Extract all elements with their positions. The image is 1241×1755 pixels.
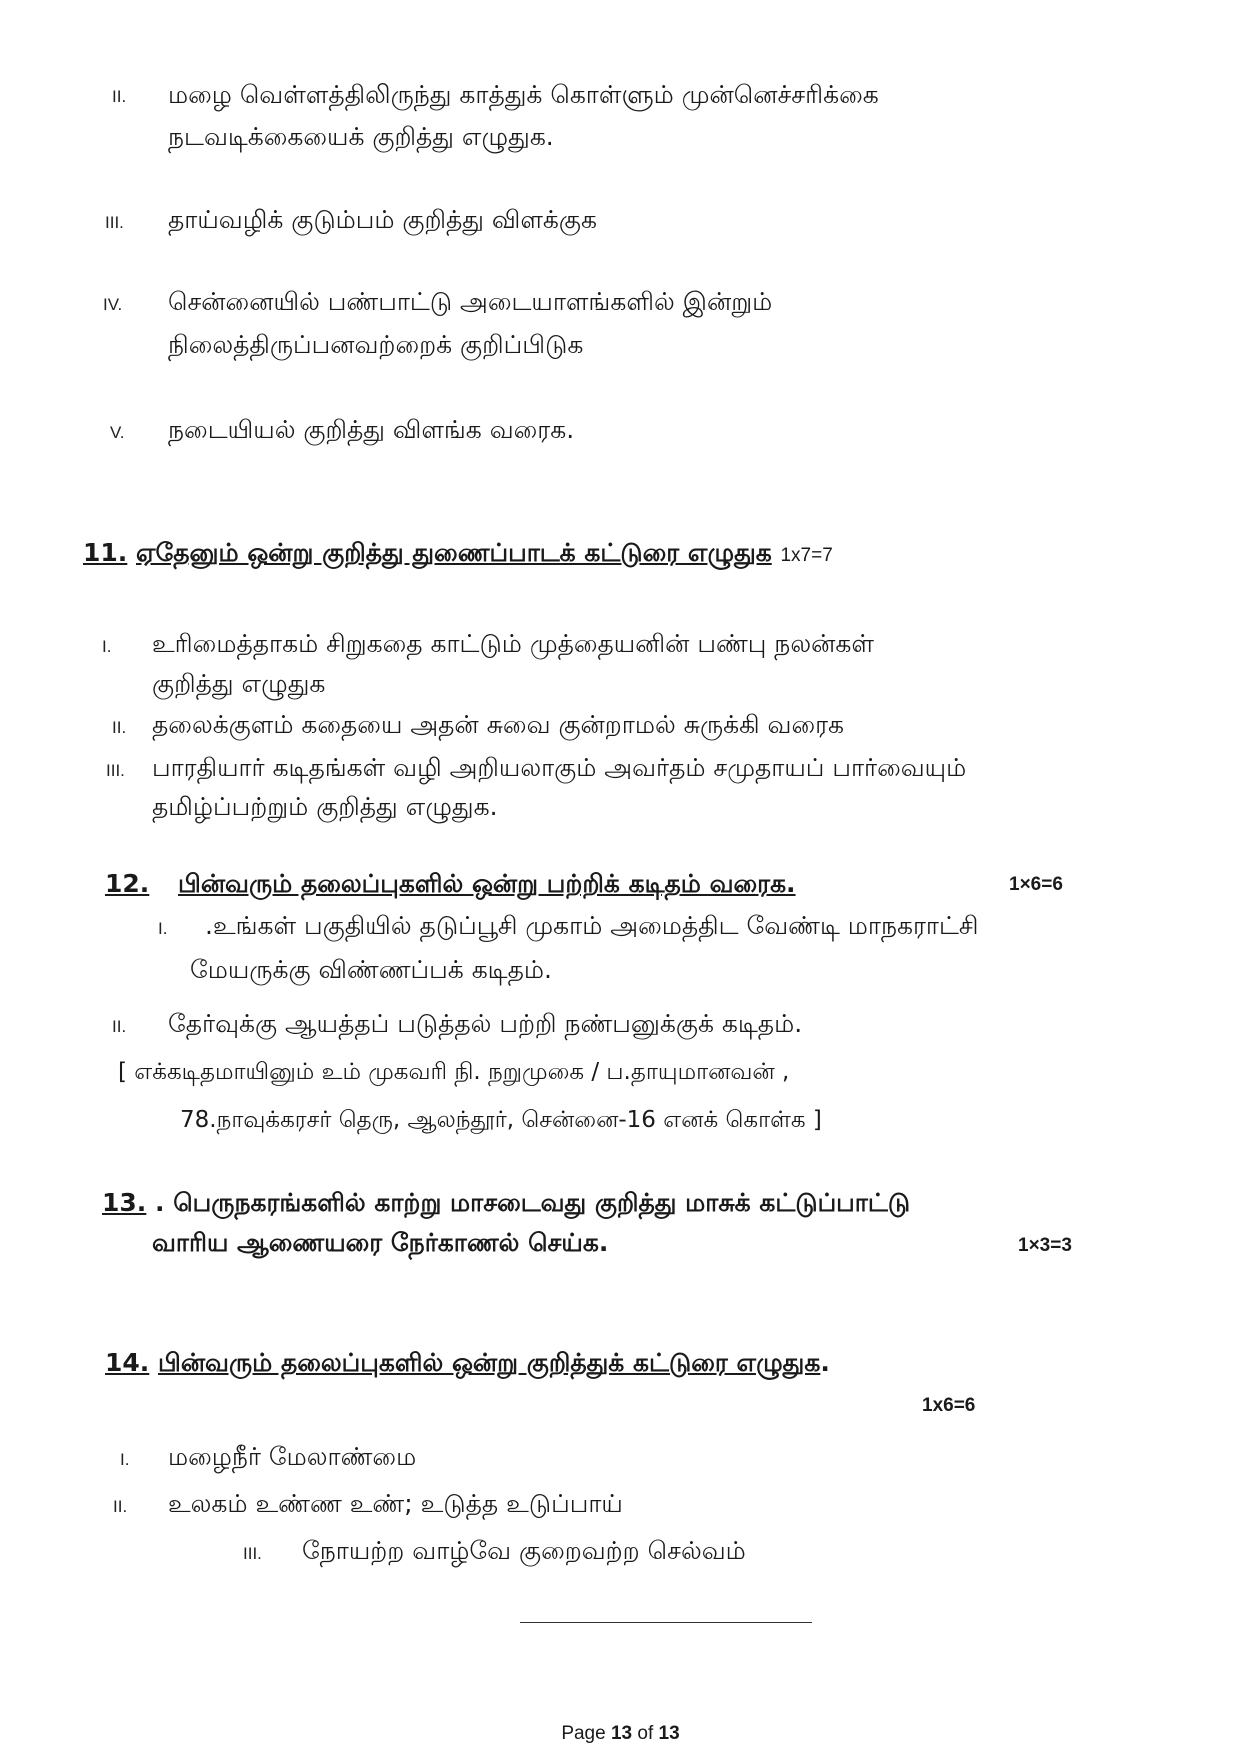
item-text: தாய்வழிக் குடும்பம் குறித்து விளக்குக	[168, 205, 597, 234]
item-text: தமிழ்ப்பற்றும் குறித்து எழுதுக.	[152, 792, 498, 821]
question-number: 12.	[105, 869, 150, 898]
item-text: மழைநீர் மேலாண்மை	[168, 1442, 417, 1471]
item-text: சென்னையில் பண்பாட்டு அடையாளங்களில் இன்றும்	[168, 287, 773, 316]
question-heading	[105, 1345, 830, 1381]
item-number: II.	[112, 718, 127, 737]
item-number: V.	[110, 423, 125, 442]
question-heading	[83, 535, 833, 574]
item-number: I.	[102, 637, 112, 656]
page-current: 13	[610, 1723, 633, 1744]
item-number: IV.	[103, 295, 123, 314]
end-separator-line	[520, 1622, 812, 1623]
item-number: II.	[113, 1497, 128, 1516]
item-text: உலகம் உண்ண உண்; உடுத்த உடுப்பாய்	[168, 1489, 623, 1518]
question-title: ஏதேனும் ஒன்று குறித்து துணைப்பாடக் கட்டுரை எழுதுக	[136, 538, 772, 567]
item-text: தேர்வுக்கு ஆயத்தப் படுத்தல் பற்றி நண்பனுக்குக் கடிதம்.	[168, 1009, 803, 1038]
marks-label: 1x6=6	[922, 1395, 976, 1416]
item-text: பாரதியார் கடிதங்கள் வழி அறியலாகும் அவர்தம் சமுதாயப் பார்வையும்	[152, 753, 967, 782]
item-number: III.	[105, 213, 124, 232]
marks-label: 1×3=3	[1018, 1235, 1072, 1256]
address-note: [ எக்கடிதமாயினும் உம் முகவரி நி. நறுமுகை / ப.தாயுமானவன் ,	[118, 1059, 790, 1085]
page-of: of	[637, 1723, 654, 1744]
question-title: பின்வரும் தலைப்புகளில் ஒன்று குறித்துக் கட்டுரை எழுதுக	[158, 1348, 821, 1377]
question-title-end: .	[820, 1348, 830, 1377]
item-text: நடையியல் குறித்து விளங்க வரைக.	[168, 415, 575, 444]
question-number: 14.	[105, 1348, 150, 1377]
marks-label: 1x7=7	[780, 545, 833, 566]
marks-label: 1×6=6	[1009, 874, 1063, 895]
item-text: நோயற்ற வாழ்வே குறைவற்ற செல்வம்	[302, 1536, 746, 1565]
item-text: தலைக்குளம் கதையை அதன் சுவை குன்றாமல் சுருக்கி வரைக	[152, 710, 845, 739]
item-text: .உங்கள் பகுதியில் தடுப்பூசி முகாம் அமைத்திட வேண்டி மாநகராட்சி	[205, 911, 979, 940]
page-total: 13	[658, 1723, 680, 1744]
item-number: III.	[243, 1544, 262, 1563]
item-number: I.	[120, 1450, 130, 1469]
item-text: குறித்து எழுதுக	[152, 669, 326, 698]
question-number: 13.	[102, 1188, 147, 1217]
item-text: நிலைத்திருப்பனவற்றைக் குறிப்பிடுக	[168, 330, 584, 359]
question-number: 11.	[83, 538, 128, 567]
item-number: I.	[158, 919, 168, 938]
question-heading	[102, 1185, 910, 1221]
item-number: II.	[112, 1017, 127, 1036]
address-note: 78.நாவுக்கரசர் தெரு, ஆலந்தூர், சென்னை-16 எனக் கொள்க ]	[180, 1107, 822, 1133]
question-text: . பெருநகரங்களில் காற்று மாசடைவது குறித்து மாசுக் கட்டுப்பாட்டு	[155, 1188, 911, 1217]
item-number: II.	[112, 87, 127, 106]
item-text: மழை வெள்ளத்திலிருந்து காத்துக் கொள்ளும் முன்னெச்சரிக்கை	[168, 80, 879, 109]
page-prefix: Page	[561, 1723, 606, 1744]
question-title: பின்வரும் தலைப்புகளில் ஒன்று பற்றிக் கடிதம் வரைக.	[178, 869, 796, 898]
item-text: உரிமைத்தாகம் சிறுகதை காட்டும் முத்தையனின் பண்பு நலன்கள்	[152, 629, 874, 658]
item-text: நடவடிக்கையைக் குறித்து எழுதுக.	[168, 122, 554, 151]
question-heading	[105, 866, 796, 902]
question-text-line	[152, 1225, 608, 1261]
item-text: மேயருக்கு விண்ணப்பக் கடிதம்.	[190, 955, 552, 984]
page-footer	[0, 1722, 1241, 1746]
question-text: வாரிய ஆணையரை நேர்காணல் செய்க.	[152, 1228, 609, 1257]
item-number: III.	[106, 761, 125, 780]
